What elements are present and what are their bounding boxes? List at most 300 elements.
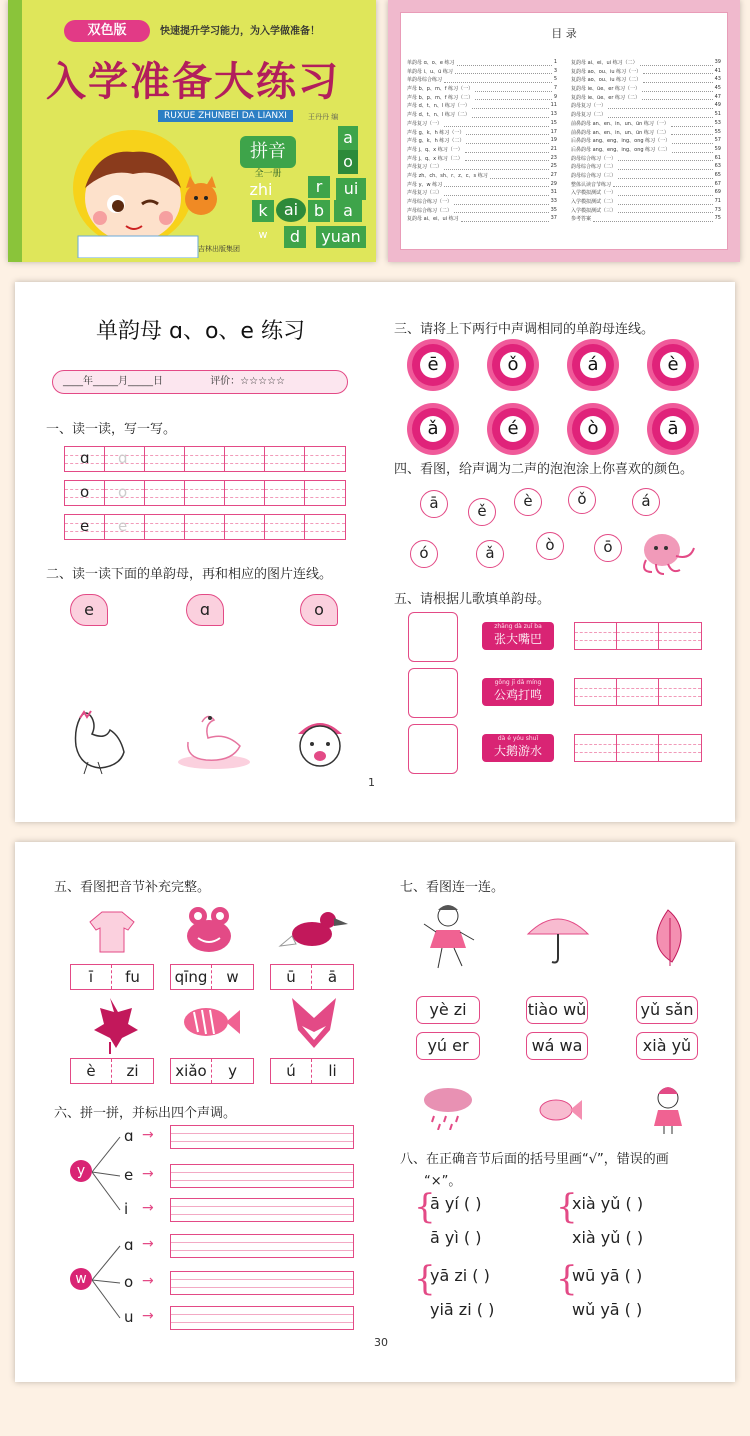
letter-trace: e <box>118 517 128 535</box>
pinyin-pill[interactable]: yǔ sǎn <box>636 996 698 1024</box>
tile-a2: a <box>334 200 362 222</box>
toc-entry-page: 51 <box>714 111 721 118</box>
toc-entry-title: 韵母综合练习（一） <box>571 155 617 162</box>
writing-cell[interactable] <box>225 481 265 505</box>
rooster-icon[interactable] <box>60 706 130 776</box>
toc-row <box>407 120 557 129</box>
doll-icon[interactable] <box>648 1084 688 1136</box>
cover-tagline: 快速提升学习能力，为入学做准备！ <box>160 26 320 37</box>
tile-ai: ai <box>276 198 306 222</box>
branch-lines <box>92 1236 132 1436</box>
answer-cell[interactable] <box>617 623 659 649</box>
syllable-part[interactable]: w <box>226 968 239 986</box>
flower-letter: á <box>580 352 606 378</box>
toc-leader <box>472 111 549 118</box>
tile-o: o <box>338 150 358 174</box>
syllable-part: xiǎo <box>171 1059 212 1083</box>
writing-cell[interactable] <box>305 481 345 505</box>
frog-icon <box>178 902 240 958</box>
toc-leader <box>608 111 713 118</box>
answer-cell[interactable] <box>659 623 701 649</box>
toc-row <box>571 85 721 94</box>
toc-entry-title: 复韵母 ao、ou、iu 练习（二） <box>571 77 642 84</box>
writing-line[interactable] <box>170 1198 354 1222</box>
writing-cell[interactable] <box>265 515 305 539</box>
fish-icon <box>180 1002 240 1042</box>
tile-a: a <box>338 126 358 150</box>
toc-leader <box>618 155 713 162</box>
toc-leader <box>465 155 549 162</box>
toc-entry-page: 67 <box>714 180 721 187</box>
final-letter: ɑ <box>124 1236 134 1254</box>
answer-grid <box>574 734 702 762</box>
toc-leader <box>472 102 549 109</box>
leaf-single-icon[interactable] <box>644 908 692 968</box>
answer-grid <box>574 678 702 706</box>
toc-row <box>407 76 557 85</box>
writing-cell[interactable] <box>305 515 345 539</box>
toc-row <box>571 181 721 190</box>
crow-icon <box>278 906 350 956</box>
tone-bubble[interactable]: á <box>632 488 660 516</box>
pinyin-pill[interactable]: yú er <box>416 1032 480 1060</box>
answer-choice[interactable]: wū yā ( ) <box>572 1266 643 1285</box>
tone-bubble[interactable]: ó <box>410 540 438 568</box>
tile-b: b <box>308 200 330 222</box>
flower-letter: ǎ <box>420 416 446 442</box>
answer-cell[interactable] <box>659 735 701 761</box>
writing-line[interactable] <box>170 1271 354 1295</box>
initial-circle: w <box>70 1268 92 1290</box>
toc-leader <box>671 129 713 136</box>
toc-row <box>571 59 721 68</box>
flower-letter: è <box>660 352 686 378</box>
answer-cell[interactable] <box>575 623 617 649</box>
answer-choice[interactable]: ā yí ( ) <box>430 1194 482 1213</box>
tone-flower[interactable] <box>492 344 534 386</box>
arrow-icon: → <box>142 1273 154 1289</box>
toc-entry-title: 入学模拟测试（一） <box>571 190 617 197</box>
toc-entry-title: 声母复习（二） <box>407 164 443 171</box>
toc-entry-title: 复韵母 ie、üe、er 练习（一） <box>571 86 641 93</box>
toc-entry-title: 单韵母 i、u、ü 练习 <box>407 68 453 75</box>
rhyme-picture <box>408 612 458 662</box>
page1-title: 单韵母 ɑ、o、e 练习 <box>96 319 305 344</box>
answer-choice[interactable]: xià yǔ ( ) <box>572 1228 644 1247</box>
syllable-part[interactable]: ā <box>327 968 338 986</box>
toc-row <box>571 120 721 129</box>
toc-entry-title: 声母 g、k、h 练习（一） <box>407 129 465 136</box>
toc-entry-page: 19 <box>550 137 557 144</box>
table-of-contents <box>388 0 740 262</box>
goldfish-icon[interactable] <box>536 1094 584 1126</box>
toc-entry-page: 21 <box>550 145 557 152</box>
tone-bubble[interactable]: è <box>514 488 542 516</box>
toc-entry-title: 前鼻韵母 an、en、in、un、ün 练习（一） <box>571 120 669 127</box>
tone-flower[interactable] <box>652 344 694 386</box>
toc-row <box>407 85 557 94</box>
answer-cell[interactable] <box>617 735 659 761</box>
toc-row <box>571 94 721 103</box>
toc-title: 目 录 <box>551 27 577 40</box>
toc-leader <box>444 163 549 170</box>
toc-row <box>571 137 721 146</box>
rhyme-hanzi: 公鸡打鸣 <box>493 688 542 702</box>
toc-row <box>571 207 721 216</box>
pinyin-pill[interactable]: yè zi <box>416 996 480 1024</box>
date-rating-bar: ____年_____月_____日 评价：☆☆☆☆☆ <box>52 370 348 394</box>
rhyme-label <box>482 622 554 650</box>
syllable-part: è <box>71 1059 112 1083</box>
pinyin-pill[interactable]: xià yǔ <box>636 1032 698 1060</box>
answer-cell[interactable] <box>617 679 659 705</box>
tile-zhi: zhi <box>249 180 273 199</box>
toc-entry-page: 53 <box>714 119 721 126</box>
arrow-icon: → <box>142 1166 154 1182</box>
syllable-box[interactable] <box>270 964 354 990</box>
toc-entry-page: 69 <box>714 189 721 196</box>
syllable-box[interactable] <box>270 1058 354 1084</box>
rain-cloud-icon[interactable] <box>420 1084 476 1130</box>
toc-row <box>407 215 557 224</box>
toc-leader <box>608 102 713 109</box>
writing-cell[interactable] <box>265 481 305 505</box>
arrow-icon: → <box>142 1127 154 1143</box>
writing-cell[interactable] <box>145 481 185 505</box>
tile-r: r <box>308 176 330 198</box>
toc-row <box>407 207 557 216</box>
writing-cell[interactable] <box>145 447 185 471</box>
writing-grid-row <box>64 446 346 472</box>
toc-leader <box>640 59 713 66</box>
toc-leader <box>672 137 712 144</box>
syllable-part[interactable]: zi <box>126 1062 139 1080</box>
writing-cell[interactable] <box>185 481 225 505</box>
umbrella-icon[interactable] <box>526 908 590 966</box>
answer-cell[interactable] <box>575 735 617 761</box>
tone-bubble[interactable]: ě <box>468 498 496 526</box>
syllable-part: ú <box>271 1059 312 1083</box>
swan-icon[interactable] <box>172 708 252 770</box>
fox-icon <box>286 996 342 1056</box>
syllable-part: ī <box>71 965 112 989</box>
toc-row <box>571 155 721 164</box>
toc-entry-title: 入学模拟测试（二） <box>571 199 617 205</box>
toc-leader <box>490 172 549 179</box>
writing-cell[interactable] <box>225 515 265 539</box>
girl-face-icon[interactable] <box>290 712 350 772</box>
letter-trace: ɑ <box>118 449 128 467</box>
writing-cell[interactable] <box>305 447 345 471</box>
writing-line[interactable] <box>170 1164 354 1188</box>
answer-choice[interactable]: ā yì ( ) <box>430 1228 482 1247</box>
syllable-box[interactable] <box>170 964 254 990</box>
brace-icon: { <box>556 1187 578 1227</box>
rhyme-hanzi: 张大嘴巴 <box>493 632 542 646</box>
p30-section-7-heading: 七、看图连一连。 <box>400 880 505 895</box>
toc-entry-page: 13 <box>550 111 557 118</box>
syllable-part[interactable]: fu <box>125 968 140 986</box>
section-4-heading: 四、看图，给声调为二声的泡泡涂上你喜欢的颜色。 <box>394 462 694 477</box>
date-year-label: 年 <box>83 376 93 387</box>
toc-row <box>571 68 721 77</box>
heart-e[interactable]: e <box>70 594 108 626</box>
toc-leader <box>475 94 552 101</box>
section-2-heading: 二、读一读下面的单韵母，再和相应的图片连线。 <box>46 567 333 582</box>
letter-trace: o <box>118 483 128 501</box>
syllable-part: qīng <box>171 965 212 989</box>
toc-entry-title: 声母 y、w 练习 <box>407 181 443 188</box>
toc-entry-page: 75 <box>714 215 721 222</box>
toc-leader <box>618 207 713 214</box>
letter-model: ɑ <box>80 449 90 467</box>
rhyme-pinyin: gōng jī dǎ míng <box>494 679 542 686</box>
arrow-icon: → <box>142 1200 154 1216</box>
date-day-label: 日 <box>153 376 163 387</box>
brace-icon: { <box>414 1187 436 1227</box>
toc-entry-page: 23 <box>550 154 557 161</box>
toc-entry-page: 25 <box>550 163 557 170</box>
writing-cell[interactable] <box>265 447 305 471</box>
toc-entry-title: 声母综合练习（二） <box>407 207 453 214</box>
toc-row <box>407 94 557 103</box>
toc-leader <box>466 129 548 136</box>
toc-left-column <box>407 59 557 224</box>
toc-leader <box>642 94 713 101</box>
answer-grid <box>574 622 702 650</box>
section-1-heading: 一、读一读，写一写。 <box>46 422 177 437</box>
rhyme-picture <box>408 668 458 718</box>
volume-label: 全一册 <box>254 169 282 179</box>
syllable-part[interactable]: y <box>228 1062 237 1080</box>
tile-w: w <box>258 228 268 241</box>
toc-leader <box>618 163 713 170</box>
letter-model: e <box>80 517 90 535</box>
answer-choice[interactable]: wǔ yā ( ) <box>572 1300 643 1319</box>
writing-grid-row <box>64 480 346 506</box>
cover-author: 王丹丹 编 <box>308 113 339 121</box>
toc-entry-page: 17 <box>550 128 557 135</box>
toc-entry-page: 59 <box>714 145 721 152</box>
section-5-heading: 五、请根据儿歌填单韵母。 <box>394 592 551 607</box>
final-letter: e <box>124 1166 134 1184</box>
tone-flower[interactable] <box>412 408 454 450</box>
tone-flower[interactable] <box>492 408 534 450</box>
syllable-box[interactable] <box>170 1058 254 1084</box>
arrow-icon: → <box>142 1308 154 1324</box>
pinyin-pill[interactable]: wá wa <box>526 1032 588 1060</box>
toc-leader <box>465 146 549 153</box>
toc-entry-page: 5 <box>553 76 557 83</box>
toc-row <box>407 111 557 120</box>
toc-row <box>571 111 721 120</box>
tone-bubble[interactable]: ō <box>594 534 622 562</box>
toc-row <box>571 102 721 111</box>
toc-row <box>407 163 557 172</box>
toc-entry-page: 73 <box>714 206 721 213</box>
flower-letter: ǒ <box>500 352 526 378</box>
writing-line[interactable] <box>170 1125 354 1149</box>
toc-row <box>407 137 557 146</box>
toc-entry-title: 复韵母 ai、ei、ui 练习（二） <box>571 60 638 66</box>
toc-entry-page: 61 <box>714 154 721 161</box>
toc-entry-title: 声母 b、p、m、f 练习（一） <box>407 86 474 93</box>
tone-bubble[interactable]: ǒ <box>568 486 596 514</box>
toc-entry-title: 入学模拟测试（三） <box>571 207 617 214</box>
toc-leader <box>642 85 713 92</box>
date-month-label: 月 <box>118 376 128 387</box>
toc-row <box>571 163 721 172</box>
pinyin-label-tile: 拼音 <box>240 136 296 168</box>
toc-entry-page: 7 <box>553 85 557 92</box>
section-3-heading: 三、请将上下两行中声调相同的单韵母连线。 <box>394 322 655 337</box>
toc-leader <box>671 120 713 127</box>
publisher: 吉林出版集团 <box>198 245 240 253</box>
answer-cell[interactable] <box>575 679 617 705</box>
page-number-1: 1 <box>368 776 375 789</box>
page-number-30: 30 <box>374 1336 388 1349</box>
flower-letter: é <box>500 416 526 442</box>
toc-entry-page: 11 <box>550 102 557 109</box>
toc-row <box>571 129 721 138</box>
rhyme-label <box>482 734 554 762</box>
toc-row <box>571 146 721 155</box>
tone-bubble[interactable]: ā <box>420 490 448 518</box>
toc-row <box>407 198 557 207</box>
toc-entry-title: 韵母复习（二） <box>571 112 607 119</box>
syllable-box[interactable] <box>70 964 154 990</box>
cover-pinyin-title: RUXUE ZHUNBEI DA LIANXI <box>158 110 293 122</box>
toc-entry-title: 声母综合练习（一） <box>407 199 453 205</box>
toc-entry-title: 声母 zh、ch、sh、r、z、c、s 练习 <box>407 172 488 179</box>
pinyin-pill[interactable]: tiào wǔ <box>526 996 588 1024</box>
toc-row <box>571 172 721 181</box>
tone-bubble[interactable]: ǎ <box>476 540 504 568</box>
toc-right-column <box>571 59 721 224</box>
tone-flower[interactable] <box>572 408 614 450</box>
writing-line[interactable] <box>170 1306 354 1330</box>
tone-bubble[interactable]: ò <box>536 532 564 560</box>
p30-section-8-heading-line2: “×”。 <box>424 1174 462 1189</box>
writing-cell[interactable] <box>185 447 225 471</box>
final-letter: ɑ <box>124 1127 134 1145</box>
toc-row <box>571 76 721 85</box>
toc-row <box>407 129 557 138</box>
toc-entry-page: 49 <box>714 102 721 109</box>
writing-cell[interactable] <box>225 447 265 471</box>
toc-leader <box>461 215 549 222</box>
rhyme-pinyin: dà é yóu shuǐ <box>497 735 539 742</box>
tone-flower[interactable] <box>652 408 694 450</box>
toc-entry-title: 整体认读音节练习 <box>571 181 612 188</box>
toc-entry-title: 声母 g、k、h 练习（二） <box>407 138 465 145</box>
toc-row <box>407 181 557 190</box>
toc-entry-title: 声母 d、t、n、l 练习（二） <box>407 112 470 119</box>
toc-leader <box>618 198 713 205</box>
p30-section-6-heading: 六、拼一拼，并标出四个声调。 <box>54 1106 237 1121</box>
writing-cell[interactable] <box>185 515 225 539</box>
rhyme-pinyin: zhāng dà zuǐ ba <box>494 623 542 630</box>
toc-entry-title: 声母 d、t、n、l 练习（一） <box>407 103 470 110</box>
fox-illustration <box>176 174 226 224</box>
syllable-part[interactable]: li <box>328 1062 337 1080</box>
toc-leader <box>613 181 713 188</box>
writing-grid-row <box>64 514 346 540</box>
arrow-icon: → <box>142 1236 154 1252</box>
toc-entry-page: 35 <box>550 206 557 213</box>
final-letter: i <box>124 1200 129 1218</box>
leaf-icon <box>82 996 138 1054</box>
toc-entry-title: 后鼻韵母 ang、eng、ing、ong 练习（二） <box>571 146 671 153</box>
toc-entry-title: 复韵母 ie、üe、er 练习（二） <box>571 94 641 101</box>
toc-row <box>571 215 721 224</box>
rhyme-label <box>482 678 554 706</box>
answer-choice[interactable]: yiā zi ( ) <box>430 1300 495 1319</box>
letter-model: o <box>80 483 90 501</box>
toc-row <box>407 68 557 77</box>
tone-flower[interactable] <box>572 344 614 386</box>
toc-leader <box>454 198 549 205</box>
toc-entry-page: 47 <box>714 93 721 100</box>
toc-entry-title: 声母复习（一） <box>407 120 443 127</box>
toc-entry-page: 65 <box>714 171 721 178</box>
toc-leader <box>618 189 713 196</box>
toc-entry-title: 复韵母 ai、ei、ui 练习 <box>407 216 459 223</box>
toc-leader <box>593 215 713 222</box>
writing-cell[interactable] <box>145 515 185 539</box>
heart-a[interactable]: ɑ <box>186 594 224 626</box>
tile-k: k <box>252 200 274 222</box>
toc-leader <box>643 76 713 83</box>
toc-entry-title: 韵母复习（一） <box>571 103 607 110</box>
cover-spine <box>8 0 22 262</box>
final-letter: u <box>124 1308 134 1326</box>
toc-entry-page: 9 <box>553 93 557 100</box>
toc-row <box>407 59 557 68</box>
toc-entry-title: 声母 j、q、x 练习（一） <box>407 146 463 153</box>
answer-cell[interactable] <box>659 679 701 705</box>
syllable-part: ū <box>271 965 312 989</box>
toc-leader <box>466 137 548 144</box>
rhyme-picture <box>408 724 458 774</box>
toc-entry-title: 声母 j、q、x 练习（二） <box>407 155 463 162</box>
cover-title: 入学准备大练习 <box>46 59 340 105</box>
toc-row <box>571 189 721 198</box>
writing-line[interactable] <box>170 1234 354 1258</box>
toc-entry-page: 27 <box>550 171 557 178</box>
tone-flower[interactable] <box>412 344 454 386</box>
toc-entry-page: 41 <box>714 67 721 74</box>
heart-o[interactable]: o <box>300 594 338 626</box>
toc-entry-page: 39 <box>714 59 721 65</box>
toc-entry-page: 71 <box>714 198 721 204</box>
toc-leader <box>475 85 552 92</box>
toc-row <box>407 172 557 181</box>
answer-choice[interactable]: yā zi ( ) <box>430 1266 490 1285</box>
toc-entry-title: 参考答案 <box>571 216 592 223</box>
toc-leader <box>454 207 549 214</box>
syllable-box[interactable] <box>70 1058 154 1084</box>
toc-entry-title: 韵母综合练习（二） <box>571 164 617 171</box>
toc-entry-title: 声母复习（三） <box>407 190 443 197</box>
p30-section-5-heading: 五、看图把音节补充完整。 <box>54 880 211 895</box>
rating-label: 评价：☆☆☆☆☆ <box>210 376 286 387</box>
toc-entry-page: 31 <box>550 189 557 196</box>
answer-choice[interactable]: xià yǔ ( ) <box>572 1194 644 1213</box>
flower-letter: ē <box>420 352 446 378</box>
flower-letter: ò <box>580 416 606 442</box>
dancing-girl-icon[interactable] <box>418 902 478 972</box>
